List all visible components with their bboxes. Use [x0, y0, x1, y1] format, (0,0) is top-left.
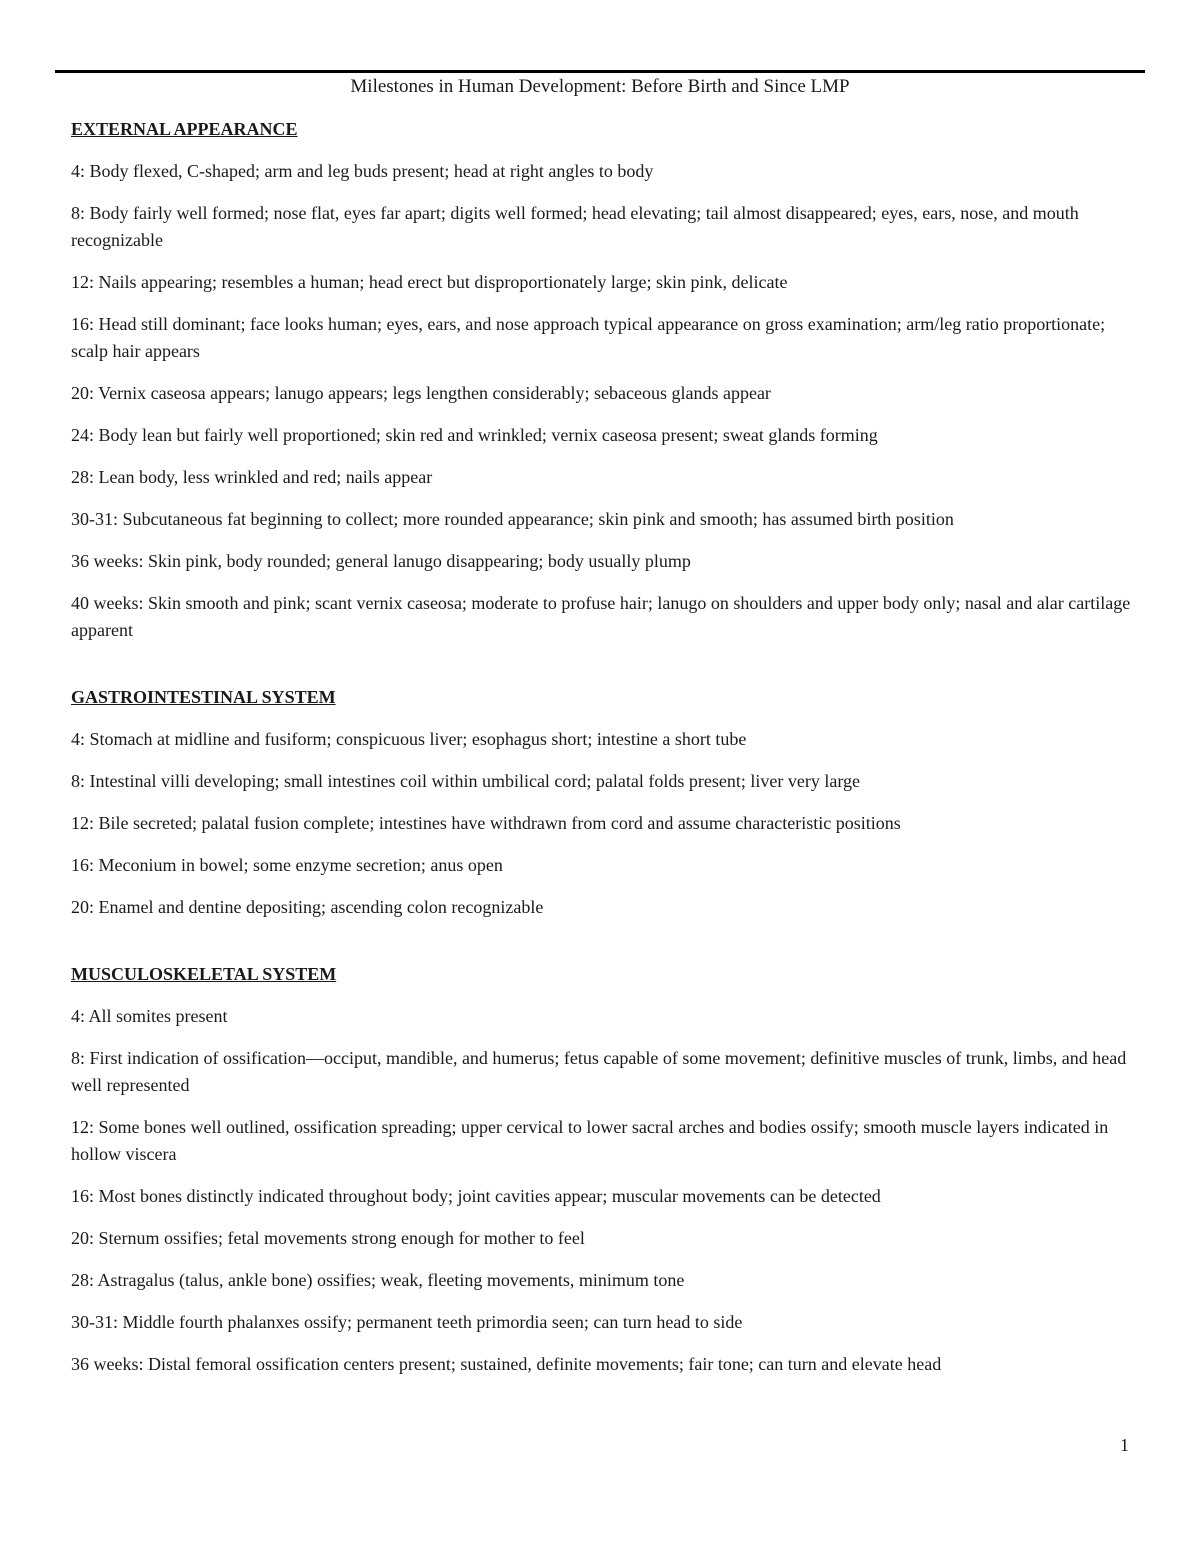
milestone-entry: 8: Body fairly well formed; nose flat, eyes far apart; digits well formed; head elevating; tail almost disappeared; eyes, ears, nose, and mouth recognizable	[71, 203, 1079, 250]
document-title: Milestones in Human Development: Before Birth and Since LMP	[350, 76, 850, 97]
document-body	[71, 116, 1146, 1418]
milestone-entry: 8: First indication of ossification—occiput, mandible, and humerus; fetus capable of some movement; definitive muscles of trunk, limbs, and head well represented	[71, 1048, 1127, 1095]
section-heading: GASTROINTESTINAL SYSTEM	[71, 687, 336, 707]
milestone-entry: 20: Vernix caseosa appears; lanugo appears; legs lengthen considerably; sebaceous glands appear	[71, 383, 771, 403]
milestone-entry: 12: Some bones well outlined, ossification spreading; upper cervical to lower sacral arches and bodies ossify; smooth muscle layers indicated in hollow viscera	[71, 1117, 1109, 1164]
milestone-entry: 24: Body lean but fairly well proportioned; skin red and wrinkled; vernix caseosa present; sweat glands forming	[71, 425, 878, 445]
milestone-entry: 36 weeks: Distal femoral ossification centers present; sustained, definite movements; fair tone; can turn and elevate head	[71, 1354, 942, 1374]
milestone-entry: 8: Intestinal villi developing; small intestines coil within umbilical cord; palatal folds present; liver very large	[71, 771, 860, 791]
section-heading: MUSCULOSKELETAL SYSTEM	[71, 964, 337, 984]
milestone-entry: 36 weeks: Skin pink, body rounded; general lanugo disappearing; body usually plump	[71, 551, 691, 571]
milestone-entry: 16: Meconium in bowel; some enzyme secretion; anus open	[71, 855, 503, 875]
section-external-appearance	[71, 116, 1146, 644]
milestone-entry: 12: Bile secreted; palatal fusion complete; intestines have withdrawn from cord and assume characteristic positions	[71, 813, 901, 833]
milestone-entry: 30-31: Middle fourth phalanxes ossify; permanent teeth primordia seen; can turn head to side	[71, 1312, 743, 1332]
milestone-entry: 40 weeks: Skin smooth and pink; scant vernix caseosa; moderate to profuse hair; lanugo on shoulders and upper body only; nasal and alar cartilage apparent	[71, 593, 1131, 640]
section-heading: EXTERNAL APPEARANCE	[71, 119, 298, 139]
header-rule	[55, 70, 1145, 73]
milestone-entry: 12: Nails appearing; resembles a human; head erect but disproportionately large; skin pink, delicate	[71, 272, 788, 292]
milestone-entry: 16: Most bones distinctly indicated throughout body; joint cavities appear; muscular movements can be detected	[71, 1186, 881, 1206]
section-musculoskeletal-system	[71, 961, 1146, 1378]
milestone-entry: 4: Body flexed, C-shaped; arm and leg buds present; head at right angles to body	[71, 161, 654, 181]
section-gastrointestinal-system	[71, 684, 1146, 921]
page-number: 1	[1120, 1435, 1129, 1455]
milestone-entry: 16: Head still dominant; face looks human; eyes, ears, and nose approach typical appearance on gross examination; arm/leg ratio proportionate; scalp hair appears	[71, 314, 1106, 361]
milestone-entry: 4: All somites present	[71, 1006, 228, 1026]
milestone-entry: 28: Lean body, less wrinkled and red; nails appear	[71, 467, 433, 487]
milestone-entry: 4: Stomach at midline and fusiform; conspicuous liver; esophagus short; intestine a short tube	[71, 729, 747, 749]
milestone-entry: 20: Sternum ossifies; fetal movements strong enough for mother to feel	[71, 1228, 585, 1248]
milestone-entry: 30-31: Subcutaneous fat beginning to collect; more rounded appearance; skin pink and smooth; has assumed birth position	[71, 509, 954, 529]
milestone-entry: 20: Enamel and dentine depositing; ascending colon recognizable	[71, 897, 544, 917]
milestone-entry: 28: Astragalus (talus, ankle bone) ossifies; weak, fleeting movements, minimum tone	[71, 1270, 685, 1290]
